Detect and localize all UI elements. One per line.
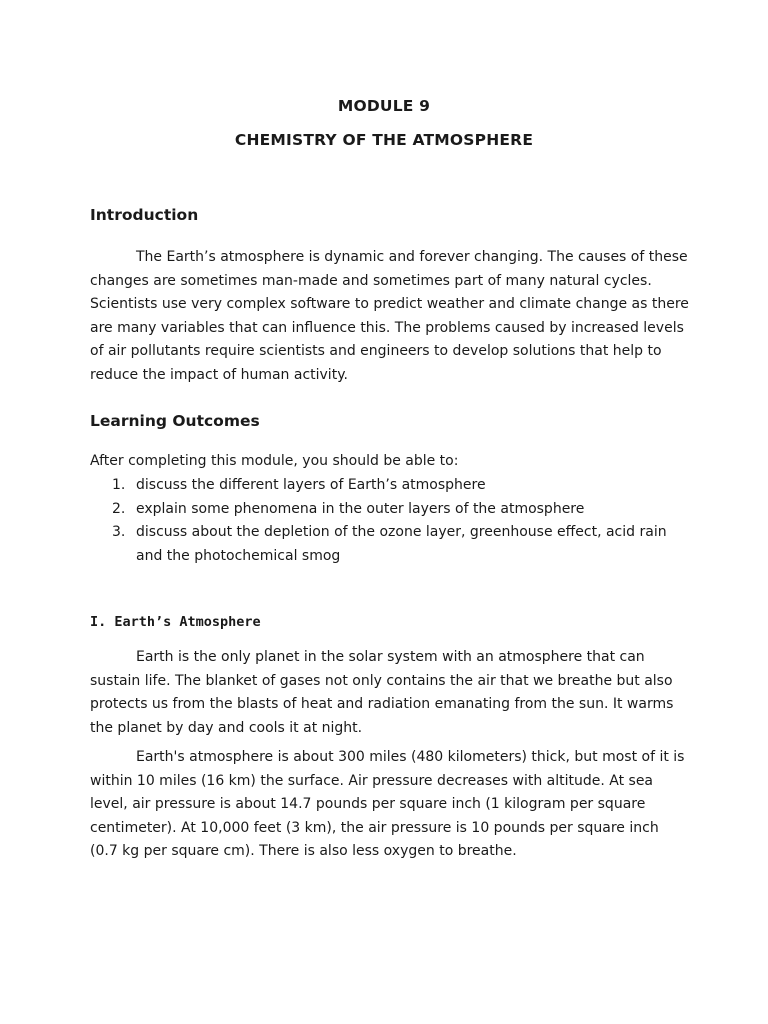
list-item [90, 498, 690, 522]
introduction-paragraph: The Earth’s atmosphere is dynamic and forever changing. The causes of these changes are sometimes man-made and sometimes part of many natural cycles. Scientists use very complex software to predict weather and climate change as there are many variables that can influence this. The problems caused by increased levels of air pollutants require scientists and engineers to develop solutions that help to reduce the impact of human activity. [90, 249, 689, 383]
earth-atmosphere-paragraph-1: Earth is the only planet in the solar system with an atmosphere that can sustain life. The blanket of gases not only contains the air that we breathe but also protects us from the blasts of heat and radiation emanating from the sun. It warms the planet by day and cools it at night. [90, 649, 674, 736]
list-item-text: discuss about the depletion of the ozone layer, greenhouse effect, acid rain and the photochemical smog [136, 524, 667, 564]
list-item [90, 474, 690, 498]
list-item-text: discuss the different layers of Earth’s atmosphere [136, 477, 486, 493]
learning-outcomes-lead: After completing this module, you should be able to: [90, 453, 459, 469]
earth-atmosphere-section-heading: I. Earth’s Atmosphere [90, 614, 261, 630]
list-item-number: 2. [112, 500, 126, 517]
list-item [90, 521, 690, 568]
learning-outcomes-list [90, 474, 690, 568]
earth-atmosphere-paragraph-2: Earth's atmosphere is about 300 miles (480 kilometers) thick, but most of it is within 10 miles (16 km) the surface. Air pressure decreases with altitude. At sea level, air pressure is about 14.7 pounds per square inch (1 kilogram per square centimeter). At 10,000 feet (3 km), the air pressure is 10 pounds per square inch (0.7 kg per square cm). There is also less oxygen to breathe. [90, 749, 685, 859]
introduction-heading: Introduction [90, 206, 199, 224]
list-item-number: 1. [112, 477, 126, 493]
list-item-number: 3. [112, 524, 126, 540]
learning-outcomes-heading: Learning Outcomes [90, 412, 260, 430]
list-item-text: explain some phenomena in the outer layers of the atmosphere [136, 500, 585, 517]
module-title: CHEMISTRY OF THE ATMOSPHERE [234, 131, 534, 149]
module-number-title: MODULE 9 [337, 97, 431, 115]
